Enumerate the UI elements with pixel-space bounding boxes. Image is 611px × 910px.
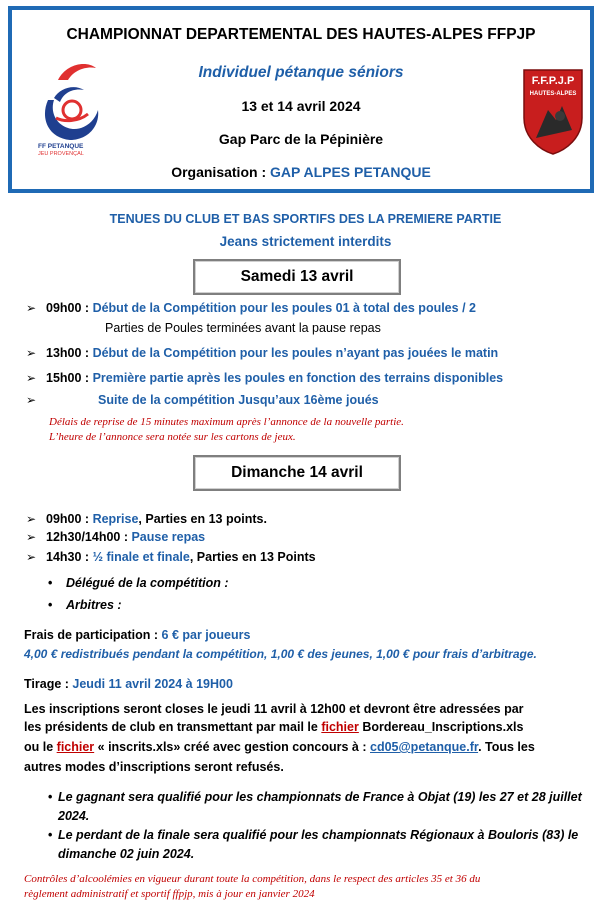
svg-text:F.F.P.J.P: F.F.P.J.P (531, 75, 575, 87)
arrow-icon: ➢ (26, 393, 37, 407)
svg-text:HAUTES-ALPES: HAUTES-ALPES (529, 91, 577, 97)
sunday-heading: Dimanche 14 avril (193, 455, 401, 491)
saturday-item-3: ➢ 15h00 : Première partie après les poules en fonction des terrains disponibles (26, 371, 504, 385)
arrow-icon: ➢ (26, 512, 37, 526)
fees-detail: 4,00 € redistribués pendant la compétition, 1,00 € des jeunes, 1,00 € pour frais d’arbitrage. (24, 647, 537, 661)
email-link[interactable]: cd05@petanque.fr (370, 740, 479, 754)
header-box (8, 6, 594, 193)
inscriptions-line-1: Les inscriptions seront closes le jeudi 11 avril à 12h00 et devront être adressées par (24, 702, 524, 716)
bullet-icon: • (48, 576, 53, 590)
inscriptions-line-3: ou le fichier « inscrits.xls» créé avec gestion concours à : cd05@petanque.fr. Tous les (24, 740, 535, 754)
qualification-winner: • Le gagnant sera qualifié pour les championnats de France à Objat (19) les 27 et 28 juillet 2024. (48, 790, 582, 823)
bullet-icon: • (48, 790, 53, 804)
arrow-icon: ➢ (26, 301, 37, 315)
event-place: Gap Parc de la Pépinière (218, 131, 384, 147)
bullet-icon: • (48, 598, 53, 612)
saturday-item-2: ➢ 13h00 : Début de la Compétition pour les poules n’ayant pas jouées le matin (26, 346, 499, 360)
sunday-item-3: ➢ 14h30 : ½ finale et finale, Parties en 13 Points (26, 550, 316, 564)
delay-note-2: L’heure de l’annonce sera notée sur les cartons de jeux. (49, 431, 296, 443)
org-name: GAP ALPES PETANQUE (270, 164, 431, 180)
arrow-icon: ➢ (26, 550, 37, 564)
jeans-notice: Jeans strictement interdits (219, 234, 392, 249)
poules-note: Parties de Poules terminées avant la pause repas (105, 321, 381, 335)
organisation-line: Organisation : GAP ALPES PETANQUE (171, 164, 431, 180)
arbitres-item: • Arbitres : (48, 598, 122, 612)
ffpjp-hautes-alpes-shield-icon (522, 68, 584, 156)
footer-alcohol-1: Contrôles d’alcoolémies en vigueur durant toute la compétition, dans le respect des articles 35 et 36 du (24, 873, 481, 885)
fichier-link-1[interactable]: fichier (321, 720, 359, 734)
inscriptions-line-2: les présidents de club en transmettant par mail le fichier Bordereau_Inscriptions.xls (24, 720, 524, 734)
footer-alcohol-2: règlement administratif et sportif ffpjp, mis à jour en janvier 2024 (24, 888, 315, 900)
sunday-item-2: ➢ 12h30/14h00 : Pause repas (26, 530, 206, 544)
competition-subtitle: Individuel pétanque séniors (198, 64, 404, 81)
saturday-item-1: ➢ 09h00 : Début de la Compétition pour les poules 01 à total des poules / 2 (26, 301, 476, 315)
fichier-link-2[interactable]: fichier (56, 740, 95, 754)
qualification-finalist: • Le perdant de la finale sera qualifié pour les championnats Régionaux à Bouloris (83) le dimanche 02 juin 2024. (48, 828, 579, 861)
saturday-item-4: ➢ Suite de la compétition Jusqu’aux 16ème joués (26, 393, 379, 407)
ff-petanque-logo-icon (30, 58, 110, 158)
championship-title: CHAMPIONNAT DEPARTEMENTAL DES HAUTES-ALPES FFPJP (66, 26, 536, 43)
sunday-item-1: ➢ 09h00 : Reprise, Parties en 13 points. (26, 512, 267, 526)
svg-text:JEU PROVENÇAL: JEU PROVENÇAL (38, 151, 84, 157)
saturday-heading: Samedi 13 avril (193, 259, 401, 295)
tirage-line: Tirage : Jeudi 11 avril 2024 à 19H00 (24, 677, 233, 691)
arrow-icon: ➢ (26, 346, 37, 360)
arrow-icon: ➢ (26, 530, 37, 544)
org-label: Organisation (171, 164, 258, 180)
delegue-item: • Délégué de la compétition : (48, 576, 229, 590)
svg-text:FF PETANQUE: FF PETANQUE (38, 143, 84, 150)
fees-line: Frais de participation : 6 € par joueurs (24, 628, 251, 642)
inscriptions-line-4: autres modes d’inscriptions seront refusés. (24, 760, 284, 774)
bullet-icon: • (48, 828, 53, 842)
event-dates: 13 et 14 avril 2024 (241, 98, 361, 114)
dress-code-notice: TENUES DU CLUB ET BAS SPORTIFS DES LA PREMIERE PARTIE (109, 212, 502, 226)
delay-note-1: Délais de reprise de 15 minutes maximum après l’annonce de la nouvelle partie. (49, 416, 404, 428)
arrow-icon: ➢ (26, 371, 37, 385)
